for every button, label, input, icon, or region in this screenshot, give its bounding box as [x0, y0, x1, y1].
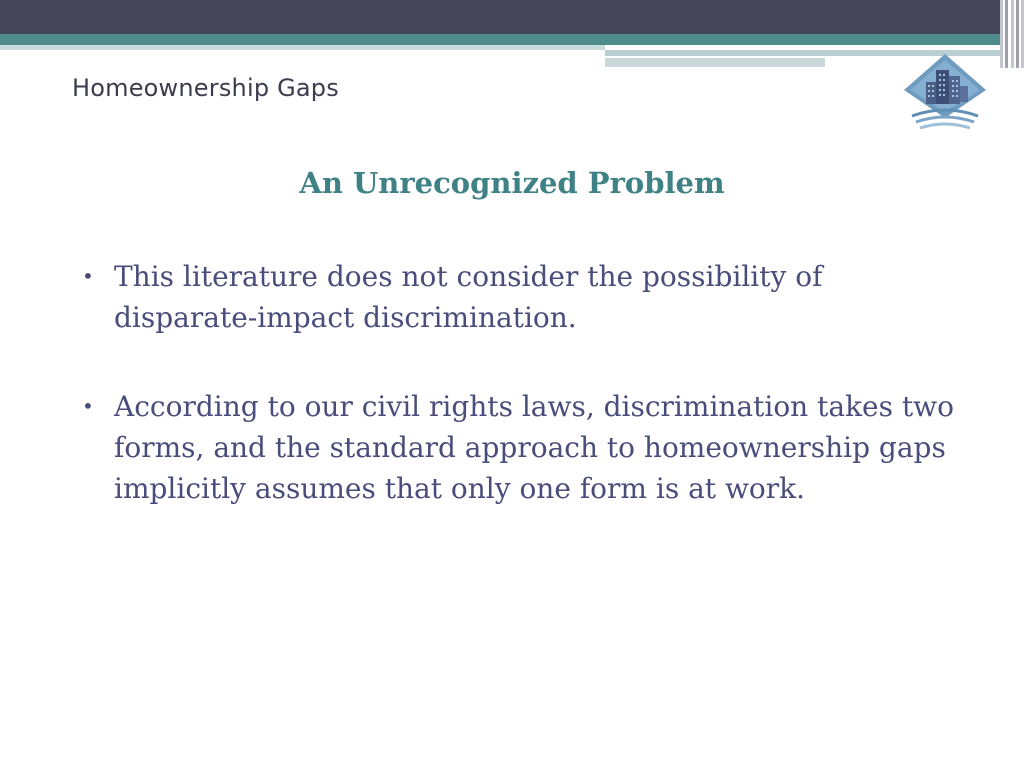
bullet-list [82, 256, 962, 557]
header-band-light [0, 45, 605, 50]
slide-heading: An Unrecognized Problem [299, 166, 725, 200]
bullet-text: According to our civil rights laws, discrimination takes two forms, and the standard approach to homeownership gaps implicitly assumes that only one form is at work. [114, 390, 954, 505]
header-band-dark [0, 0, 1000, 34]
bullet-item [82, 256, 962, 338]
header-band-light-tertiary [605, 58, 825, 67]
header-edge-stripes [1000, 0, 1024, 68]
header-band-teal [0, 34, 1000, 45]
bullet-text: This literature does not consider the possibility of disparate-impact discrimination. [114, 260, 823, 334]
buildings-diamond-logo-icon [902, 52, 988, 134]
section-title: Homeownership Gaps [72, 74, 339, 102]
bullet-item [82, 386, 962, 509]
bullet-icon: • [82, 394, 94, 418]
bullet-icon: • [82, 264, 94, 288]
